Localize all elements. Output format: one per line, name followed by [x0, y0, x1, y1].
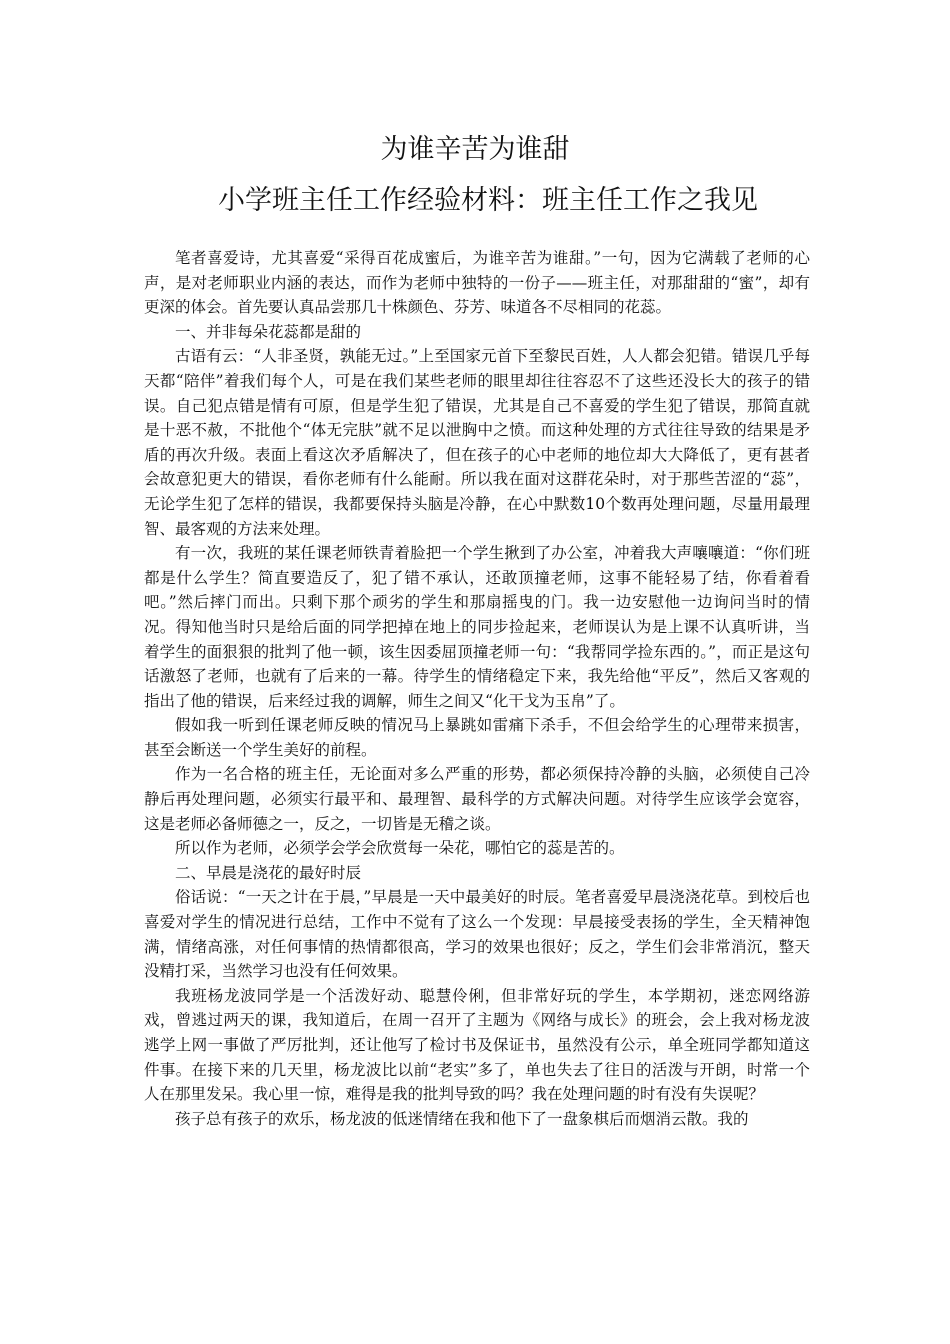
- paragraph: 有一次，我班的某任课老师铁青着脸把一个学生揪到了办公室，冲着我大声嚷嚷道：“你们班都是什么学生？简直要造反了，犯了错不承认，还敢顶撞老师，这事不能轻易了结，你看着看吧。”然后摔门而出。只剩下那个顽劣的学生和那扇摇曳的门。我一边安慰他一边询问当时的情况。得知他当时只是给后面的同学把掉在地上的同步捡起来，老师误认为是上课不认真听讲，当着学生的面狠狠的批判了他一顿，该生因委屈顶撞老师一句：“我帮同学捡东西的。”，而正是这句话激怒了老师，也就有了后来的一幕。待学生的情绪稳定下来，我先给他“平反”，然后又客观的指出了他的错误，后来经过我的调解，师生之间又“化干戈为玉帛”了。: [144, 544, 810, 710]
- section-heading-2: 二、早晨是浇花的最好时辰: [175, 863, 362, 882]
- paragraph: 所以作为老师，必须学会学会欣赏每一朵花，哪怕它的蕊是苦的。: [175, 839, 625, 858]
- paragraph: 我班杨龙波同学是一个活泼好动、聪慧伶俐，但非常好玩的学生，本学期初，迷恋网络游戏，曾逃过两天的课，我知道后，在周一召开了主题为《网络与成长》的班会，会上我对杨龙波逃学上网一事做了严厉批判，还让他写了检讨书及保证书，虽然没有公示，单全班同学都知道这件事。在接下来的几天里，杨龙波比以前“老实”多了，单也失去了往日的活泼与开朗，时常一个人在那里发呆。我心里一惊，难得是我的批判导致的吗？我在处理问题的时有没有失误呢？: [144, 986, 810, 1104]
- paragraph: 俗话说：“一天之计在于晨，”早晨是一天中最美好的时辰。笔者喜爱早晨浇浇花草。到校后也喜爱对学生的情况进行总结，工作中不觉有了这么一个发现：早晨接受表扬的学生，全天精神饱满，情绪高涨，对任何事情的热情都很高，学习的效果也很好；反之，学生们会非常消沉，整天没精打采，当然学习也没有任何效果。: [144, 888, 810, 981]
- document-body: [144, 246, 810, 1131]
- paragraph: 假如我一听到任课老师反映的情况马上暴跳如雷痛下杀手，不但会给学生的心理带来损害，甚至会断送一个学生美好的前程。: [144, 716, 810, 759]
- paragraph-intro: 笔者喜爱诗，尤其喜爱“采得百花成蜜后，为谁辛苦为谁甜。”一句，因为它满载了老师的心声，是对老师职业内涵的表达，而作为老师中独特的一份子——班主任，对那甜甜的“蜜”，却有更深的体会。首先要认真品尝那几十株颜色、芬芳、味道各不尽相同的花蕊。: [144, 249, 810, 317]
- paragraph: 作为一名合格的班主任，无论面对多么严重的形势，都必须保持冷静的头脑，必须使自己冷静后再处理问题，必须实行最平和、最理智、最科学的方式解决问题。对待学生应该学会宽容，这是老师必备师德之一，反之，一切皆是无稽之谈。: [144, 765, 810, 833]
- document-subtitle: 小学班主任工作经验材料：班主任工作之我见: [218, 185, 758, 216]
- paragraph: 古语有云：“人非圣贤，孰能无过。”上至国家元首下至黎民百姓，人人都会犯错。错误几乎每天都“陪伴”着我们每个人，可是在我们某些老师的眼里却往往容忍不了这些还没长大的孩子的错误。自己犯点错是情有可原，但是学生犯了错误，尤其是自己不喜爱的学生犯了错误，那简直就是十恶不赦，不批他个“体无完肤”就不足以泄胸中之愤。而这种处理的方式往往导致的结果是矛盾的再次升级。表面上看这次矛盾解决了，但在孩子的心中老师的地位却大大降低了，更有甚者会故意犯更大的错误，看你老师有什么能耐。所以我在面对这群花朵时，对于那些苦涩的“蕊”，无论学生犯了怎样的错误，我都要保持头脑是冷静，在心中默数10个数再处理问题，尽量用最理智、最客观的方法来处理。: [144, 347, 810, 538]
- paragraph: 孩子总有孩子的欢乐，杨龙波的低迷情绪在我和他下了一盘象棋后而烟消云散。我的: [175, 1109, 749, 1128]
- section-heading-1: 一、并非每朵花蕊都是甜的: [175, 322, 362, 341]
- document-title: 为谁辛苦为谁甜: [380, 134, 570, 165]
